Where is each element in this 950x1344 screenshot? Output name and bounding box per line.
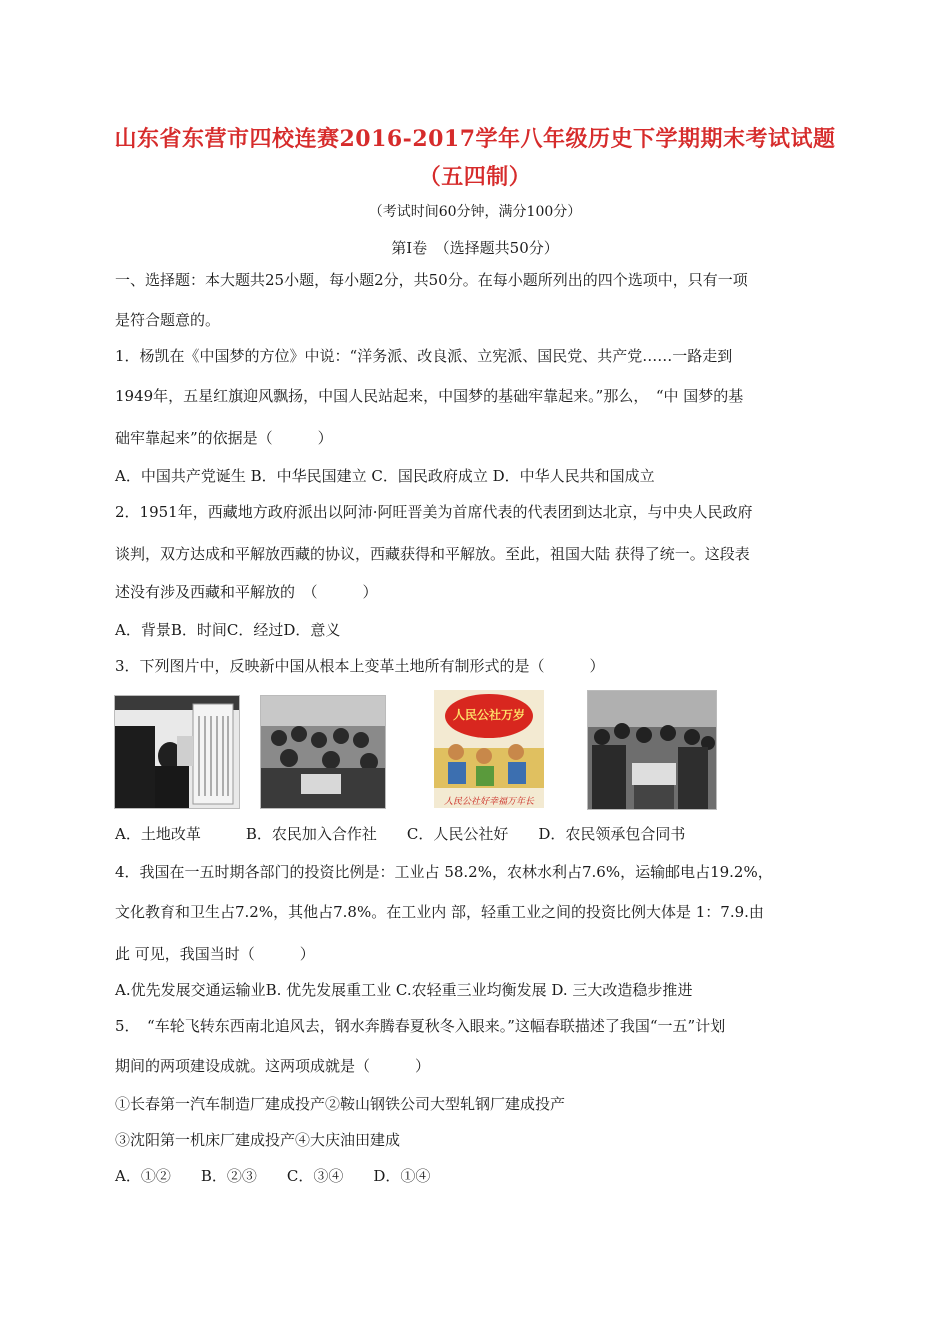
question-4-options: A.优先发展交通运输业B. 优先发展重工业 C.农轻重三业均衡发展 D. 三大改造稳步推进 bbox=[115, 981, 693, 999]
exam-title-subtitle: （五四制） bbox=[418, 164, 532, 190]
question-5-statement: ③沈阳第一机床厂建成投产④大庆油田建成 bbox=[115, 1131, 401, 1149]
question-1-stem: 1949年，五星红旗迎风飘扬，中国人民站起来，中国梦的基础牢靠起来。”那么， “中 国梦的基 bbox=[115, 387, 744, 405]
question-2-stem: 谈判，双方达成和平解放西藏的协议，西藏获得和平解放。至此，祖国大陆 获得了统一。这段表 bbox=[115, 545, 750, 563]
exam-title: 山东省东营市四校连赛2016-2017学年八年级历史下学期期末考试试题 bbox=[114, 126, 836, 152]
question-4-stem: 此 可见，我国当时（ ） bbox=[115, 945, 315, 963]
question-1-options: A．中国共产党诞生 B．中华民国建立 C．国民政府成立 D．中华人民共和国成立 bbox=[115, 467, 655, 485]
question-5-options: A．①② B．②③ C．③④ D．①④ bbox=[115, 1167, 431, 1185]
question-4-stem: 4．我国在一五时期各部门的投资比例是：工业占 58.2%，农林水利占7.6%，运输邮电占19.2%， bbox=[115, 863, 773, 881]
question-1-stem: 础牢靠起来”的依据是（ ） bbox=[115, 429, 333, 447]
question-1-stem: 1．杨凯在《中国梦的方位》中说：“洋务派、改良派、立宪派、国民党、共产党……一路走到 bbox=[115, 347, 733, 365]
commune-poster bbox=[434, 690, 544, 808]
poster-banner-text: 人民公社万岁 bbox=[452, 708, 525, 722]
question-2-stem: 2．1951年，西藏地方政府派出以阿沛·阿旺晋美为首席代表的代表团到达北京，与中央人民政府 bbox=[115, 503, 753, 521]
exam-info: （考试时间60分钟，满分100分） bbox=[368, 204, 582, 220]
instructions-line: 是符合题意的。 bbox=[115, 311, 221, 329]
question-4-stem: 文化教育和卫生占7.2%，其他占7.8%。在工业内 部，轻重工业之间的投资比例大体是 1：7.9.由 bbox=[115, 903, 764, 921]
land-reform-photo bbox=[114, 695, 240, 809]
question-5-stem: 5． “车轮飞转东西南北追风去，钢水奔腾春夏秋冬入眼来。”这幅春联描述了我国“一五”计划 bbox=[115, 1017, 726, 1035]
section-title: 第Ⅰ卷 （选择题共50分） bbox=[391, 239, 559, 257]
question-3-stem: 3．下列图片中，反映新中国从根本上变革土地所有制形式的是（ ） bbox=[115, 657, 605, 675]
instructions-line: 一、选择题：本大题共25小题，每小题2分，共50分。在每小题所列出的四个选项中，只有一项 bbox=[115, 271, 748, 289]
question-5-stem: 期间的两项建设成就。这两项成就是（ ） bbox=[115, 1057, 431, 1075]
cooperative-photo bbox=[260, 695, 386, 809]
question-2-stem: 述没有涉及西藏和平解放的 （ ） bbox=[115, 583, 378, 601]
question-2-options: A．背景B．时间C．经过D．意义 bbox=[115, 621, 341, 639]
question-5-statement: ①长春第一汽车制造厂建成投产②鞍山钢铁公司大型轧钢厂建成投产 bbox=[115, 1095, 566, 1113]
contract-photo bbox=[587, 690, 717, 810]
question-3-options: A．土地改革 B．农民加入合作社 C．人民公社好 D．农民领承包合同书 bbox=[115, 825, 686, 843]
poster-caption-text: 人民公社好幸福万年长 bbox=[443, 797, 534, 807]
